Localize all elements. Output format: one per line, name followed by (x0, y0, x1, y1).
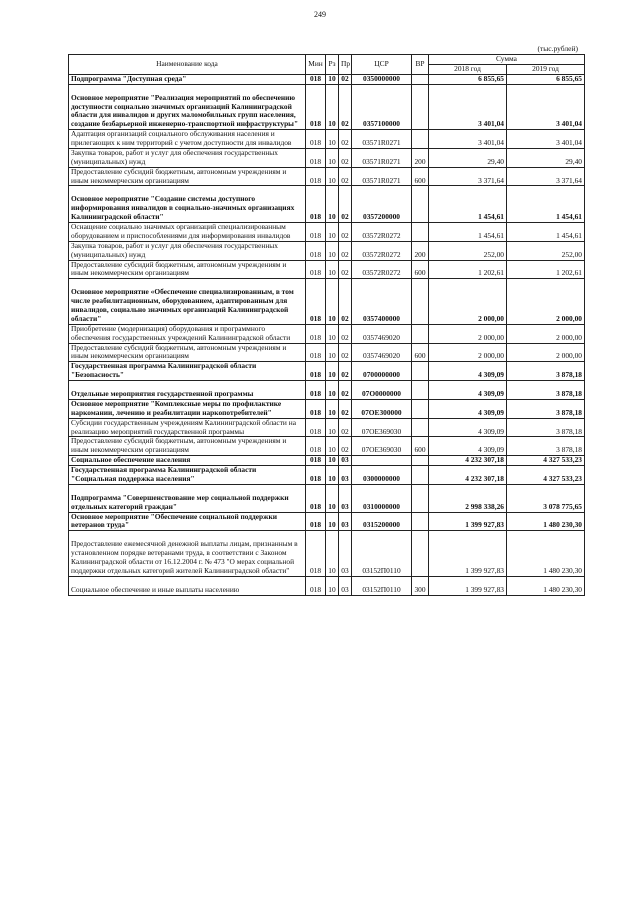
cell-2018: 4 309,09 (429, 362, 507, 381)
table-row (69, 484, 585, 512)
cell-csr: 0357100000 (352, 84, 412, 130)
cell-vr: 600 (412, 260, 429, 279)
table-row (69, 399, 585, 418)
header-vr: ВР (412, 55, 429, 75)
units-label: (тыс.рублей) (537, 44, 578, 53)
cell-2019: 1 202,61 (507, 260, 585, 279)
cell-min: 018 (306, 456, 326, 466)
table-row (69, 74, 585, 84)
cell-min: 018 (306, 130, 326, 149)
cell-min: 018 (306, 223, 326, 242)
cell-pr: 02 (339, 260, 352, 279)
cell-min: 018 (306, 362, 326, 381)
header-csr: ЦСР (352, 55, 412, 75)
cell-2018: 1 202,61 (429, 260, 507, 279)
cell-rz: 10 (326, 186, 339, 223)
cell-pr: 03 (339, 531, 352, 577)
cell-csr: 0357469020 (352, 343, 412, 362)
cell-2019: 2 000,00 (507, 324, 585, 343)
cell-min: 018 (306, 148, 326, 167)
cell-name: Основное мероприятие "Обеспечение социальной поддержки ветеранов труда" (69, 512, 306, 531)
cell-csr: 07О0000000 (352, 381, 412, 400)
cell-csr: 0357469020 (352, 324, 412, 343)
cell-rz: 10 (326, 279, 339, 325)
cell-vr: 600 (412, 343, 429, 362)
cell-rz: 10 (326, 466, 339, 485)
cell-rz: 10 (326, 260, 339, 279)
cell-csr: 03152П0110 (352, 576, 412, 595)
cell-vr (412, 484, 429, 512)
cell-csr: 0700000000 (352, 362, 412, 381)
cell-vr (412, 418, 429, 437)
cell-rz: 10 (326, 456, 339, 466)
cell-min: 018 (306, 84, 326, 130)
cell-2018: 2 000,00 (429, 343, 507, 362)
cell-vr: 200 (412, 148, 429, 167)
cell-vr: 200 (412, 241, 429, 260)
cell-2018: 29,40 (429, 148, 507, 167)
cell-2018: 3 371,64 (429, 167, 507, 186)
cell-name: Основное мероприятие «Обеспечение специализированным, в том числе реабилитационным, оборудованием, адаптированным для инвалидов, социально значимых организаций Калининградской области" (69, 279, 306, 325)
cell-csr: 07ОЕ369030 (352, 437, 412, 456)
cell-pr: 03 (339, 484, 352, 512)
cell-pr: 02 (339, 418, 352, 437)
cell-2018: 4 232 307,18 (429, 456, 507, 466)
cell-vr (412, 186, 429, 223)
table-row (69, 466, 585, 485)
cell-rz: 10 (326, 531, 339, 577)
table-row (69, 362, 585, 381)
cell-name: Социальное обеспечение и иные выплаты населению (69, 576, 306, 595)
cell-name: Предоставление субсидий бюджетным, автономным учреждениям и иным некоммерческим организациям (69, 437, 306, 456)
cell-rz: 10 (326, 148, 339, 167)
cell-2019: 3 401,04 (507, 84, 585, 130)
cell-rz: 10 (326, 324, 339, 343)
cell-name: Приобретение (модернизация) оборудования и программного обеспечения государственных учреждений Калининградской области (69, 324, 306, 343)
cell-csr: 07ОЕ300000 (352, 399, 412, 418)
cell-name: Социальное обеспечение населения (69, 456, 306, 466)
cell-vr: 600 (412, 437, 429, 456)
cell-name: Предоставление субсидий бюджетным, автономным учреждениям и иным некоммерческим организациям (69, 260, 306, 279)
header-pr: Пр (339, 55, 352, 75)
cell-vr (412, 130, 429, 149)
table-row (69, 324, 585, 343)
cell-2018: 3 401,04 (429, 84, 507, 130)
cell-name: Основное мероприятие "Реализация мероприятий по обеспечению доступности социально значимых организаций Калининградской области для инвалидов и других маломобильных групп населения, создание безбарьерной инженерно-транспортной инфраструктуры" (69, 84, 306, 130)
table-row (69, 576, 585, 595)
cell-name: Основное мероприятие "Создание системы доступного информирования инвалидов в социально-значимых организациях Калининградской области" (69, 186, 306, 223)
cell-2018: 2 000,00 (429, 324, 507, 343)
cell-csr: 07ОЕ369030 (352, 418, 412, 437)
cell-2018: 4 309,09 (429, 399, 507, 418)
cell-pr: 02 (339, 324, 352, 343)
cell-pr: 02 (339, 130, 352, 149)
cell-2018: 6 855,65 (429, 74, 507, 84)
table-row (69, 531, 585, 577)
cell-pr: 02 (339, 399, 352, 418)
cell-vr (412, 456, 429, 466)
cell-2018: 4 309,09 (429, 437, 507, 456)
cell-csr: 03571R0271 (352, 167, 412, 186)
cell-rz: 10 (326, 399, 339, 418)
cell-pr: 02 (339, 362, 352, 381)
cell-min: 018 (306, 279, 326, 325)
cell-csr: 0310000000 (352, 484, 412, 512)
cell-min: 018 (306, 576, 326, 595)
cell-rz: 10 (326, 74, 339, 84)
cell-min: 018 (306, 186, 326, 223)
cell-2018: 4 232 307,18 (429, 466, 507, 485)
cell-min: 018 (306, 343, 326, 362)
cell-rz: 10 (326, 223, 339, 242)
cell-min: 018 (306, 241, 326, 260)
cell-name: Предоставление субсидий бюджетным, автономным учреждениям и иным некоммерческим организациям (69, 167, 306, 186)
header-sum: Сумма (429, 55, 585, 65)
cell-vr (412, 74, 429, 84)
table-row (69, 260, 585, 279)
cell-pr: 03 (339, 576, 352, 595)
cell-vr (412, 362, 429, 381)
cell-csr: 03572R0272 (352, 241, 412, 260)
cell-csr: 03572R0272 (352, 223, 412, 242)
cell-pr: 02 (339, 148, 352, 167)
table-body (69, 74, 585, 595)
cell-2019: 3 878,18 (507, 399, 585, 418)
cell-min: 018 (306, 324, 326, 343)
cell-name: Субсидии государственным учреждениям Калининградской области на реализацию мероприятий государственной программы (69, 418, 306, 437)
cell-pr: 02 (339, 381, 352, 400)
cell-vr (412, 84, 429, 130)
cell-pr: 02 (339, 279, 352, 325)
cell-vr (412, 223, 429, 242)
table-row (69, 84, 585, 130)
table-row (69, 381, 585, 400)
cell-2019: 3 878,18 (507, 418, 585, 437)
cell-2018: 1 399 927,83 (429, 512, 507, 531)
cell-2019: 3 371,64 (507, 167, 585, 186)
cell-min: 018 (306, 381, 326, 400)
cell-csr: 0357200000 (352, 186, 412, 223)
table-row (69, 167, 585, 186)
cell-min: 018 (306, 74, 326, 84)
cell-vr (412, 531, 429, 577)
header-2019: 2019 год (507, 64, 585, 74)
cell-rz: 10 (326, 512, 339, 531)
cell-pr: 02 (339, 437, 352, 456)
cell-2019: 1 480 230,30 (507, 576, 585, 595)
cell-name: Основное мероприятие "Комплексные меры по профилактике наркомании, лечению и реабилитации наркопотребителей" (69, 399, 306, 418)
cell-rz: 10 (326, 167, 339, 186)
cell-rz: 10 (326, 418, 339, 437)
cell-2019: 1 480 230,30 (507, 512, 585, 531)
cell-2019: 6 855,65 (507, 74, 585, 84)
table-row (69, 241, 585, 260)
cell-name: Адаптация организаций социального обслуживания населения и прилегающих к ним территорий с учетом доступности для инвалидов (69, 130, 306, 149)
cell-2018: 1 399 927,83 (429, 531, 507, 577)
cell-2019: 3 401,04 (507, 130, 585, 149)
table-row (69, 512, 585, 531)
cell-vr: 300 (412, 576, 429, 595)
cell-rz: 10 (326, 437, 339, 456)
cell-rz: 10 (326, 343, 339, 362)
table-row (69, 279, 585, 325)
cell-name: Отдельные мероприятия государственной программы (69, 381, 306, 400)
cell-rz: 10 (326, 381, 339, 400)
header-min: Мин (306, 55, 326, 75)
cell-pr: 02 (339, 167, 352, 186)
cell-vr (412, 324, 429, 343)
cell-pr: 02 (339, 74, 352, 84)
cell-name: Подпрограмма "Совершенствование мер социальной поддержки отдельных категорий граждан" (69, 484, 306, 512)
table-row (69, 148, 585, 167)
cell-pr: 02 (339, 84, 352, 130)
cell-vr (412, 279, 429, 325)
cell-pr: 03 (339, 456, 352, 466)
cell-2018: 4 309,09 (429, 381, 507, 400)
cell-rz: 10 (326, 484, 339, 512)
table-row (69, 418, 585, 437)
cell-2018: 1 454,61 (429, 186, 507, 223)
cell-name: Предоставление ежемесячной денежной выплаты лицам, признанным в установленном порядке ветеранами труда, в соответствии с Законом Калининградской области от 16.12.2004 г. № 473 "О мерах социальной поддержки отдельных категорий жителей Калининградской области" (69, 531, 306, 577)
cell-pr: 02 (339, 186, 352, 223)
table-row (69, 437, 585, 456)
cell-2019: 4 327 533,23 (507, 456, 585, 466)
cell-2019: 252,00 (507, 241, 585, 260)
cell-2019: 4 327 533,23 (507, 466, 585, 485)
cell-2019: 3 878,18 (507, 381, 585, 400)
cell-2019: 3 078 775,65 (507, 484, 585, 512)
table-row (69, 186, 585, 223)
cell-vr (412, 381, 429, 400)
cell-csr: 0300000000 (352, 466, 412, 485)
cell-csr: 0315200000 (352, 512, 412, 531)
cell-2018: 2 998 338,26 (429, 484, 507, 512)
cell-vr: 600 (412, 167, 429, 186)
cell-2018: 1 454,61 (429, 223, 507, 242)
cell-name: Подпрограмма "Доступная среда" (69, 74, 306, 84)
cell-csr: 03152П0110 (352, 531, 412, 577)
cell-2019: 3 878,18 (507, 362, 585, 381)
table-row (69, 223, 585, 242)
cell-min: 018 (306, 167, 326, 186)
cell-csr: 0350000000 (352, 74, 412, 84)
cell-min: 018 (306, 512, 326, 531)
cell-pr: 03 (339, 512, 352, 531)
budget-table (68, 54, 585, 596)
cell-pr: 02 (339, 343, 352, 362)
cell-vr (412, 466, 429, 485)
cell-name: Оснащение социально значимых организаций специализированным оборудованием и приспособлениями для информирования инвалидов (69, 223, 306, 242)
cell-pr: 02 (339, 223, 352, 242)
cell-2019: 1 454,61 (507, 223, 585, 242)
cell-min: 018 (306, 399, 326, 418)
cell-name: Закупка товаров, работ и услуг для обеспечения государственных (муниципальных) нужд (69, 241, 306, 260)
cell-min: 018 (306, 466, 326, 485)
cell-2019: 1 454,61 (507, 186, 585, 223)
cell-csr: 03572R0272 (352, 260, 412, 279)
cell-2018: 2 000,00 (429, 279, 507, 325)
cell-2019: 1 480 230,30 (507, 531, 585, 577)
cell-csr (352, 456, 412, 466)
cell-min: 018 (306, 531, 326, 577)
cell-name: Предоставление субсидий бюджетным, автономным учреждениям и иным некоммерческим организациям (69, 343, 306, 362)
cell-2019: 29,40 (507, 148, 585, 167)
cell-vr (412, 512, 429, 531)
cell-rz: 10 (326, 362, 339, 381)
cell-pr: 03 (339, 466, 352, 485)
cell-2019: 2 000,00 (507, 279, 585, 325)
cell-pr: 02 (339, 241, 352, 260)
cell-rz: 10 (326, 241, 339, 260)
table-row (69, 456, 585, 466)
cell-2018: 252,00 (429, 241, 507, 260)
cell-rz: 10 (326, 576, 339, 595)
table-row (69, 343, 585, 362)
cell-min: 018 (306, 260, 326, 279)
cell-rz: 10 (326, 130, 339, 149)
cell-2019: 3 878,18 (507, 437, 585, 456)
cell-min: 018 (306, 437, 326, 456)
cell-min: 018 (306, 484, 326, 512)
cell-csr: 03571R0271 (352, 148, 412, 167)
cell-vr (412, 399, 429, 418)
cell-name: Государственная программа Калининградской области "Социальная поддержка населения" (69, 466, 306, 485)
cell-rz: 10 (326, 84, 339, 130)
cell-min: 018 (306, 418, 326, 437)
table-row (69, 130, 585, 149)
page-number: 249 (314, 10, 326, 19)
header-name: Наименование кода (69, 55, 306, 75)
cell-2019: 2 000,00 (507, 343, 585, 362)
header-rz: Рз (326, 55, 339, 75)
cell-csr: 03571R0271 (352, 130, 412, 149)
cell-2018: 1 399 927,83 (429, 576, 507, 595)
cell-2018: 4 309,09 (429, 418, 507, 437)
cell-name: Закупка товаров, работ и услуг для обеспечения государственных (муниципальных) нужд (69, 148, 306, 167)
cell-name: Государственная программа Калининградской области "Безопасность" (69, 362, 306, 381)
cell-csr: 0357400000 (352, 279, 412, 325)
header-row-1 (69, 55, 585, 65)
header-2018: 2018 год (429, 64, 507, 74)
cell-2018: 3 401,04 (429, 130, 507, 149)
